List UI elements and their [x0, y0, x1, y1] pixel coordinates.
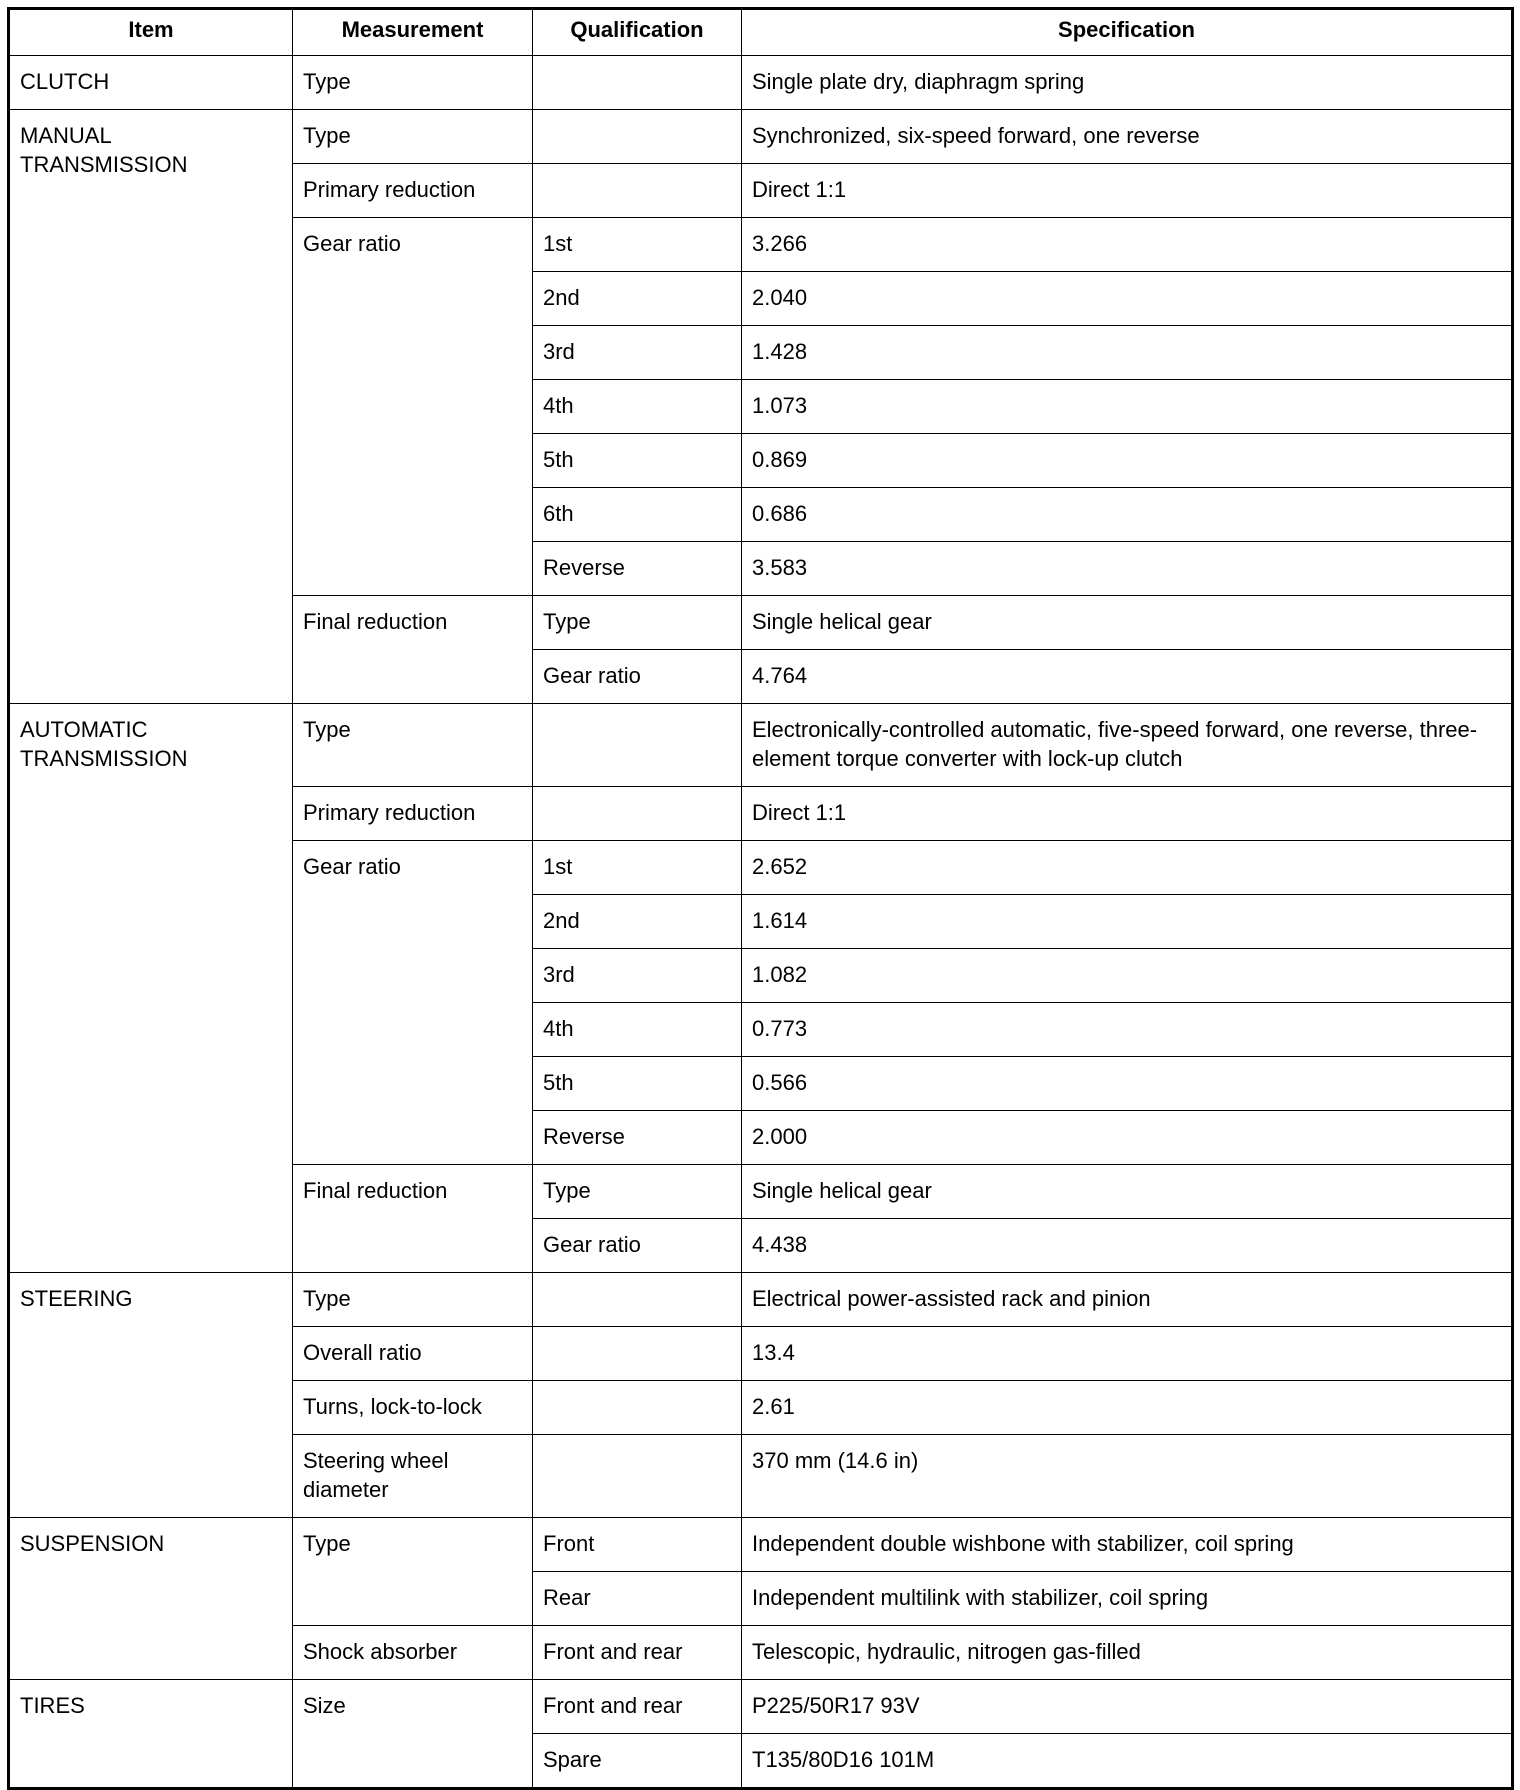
measurement-label: Final reduction	[303, 609, 448, 634]
specification-cell: 2.652	[742, 841, 1513, 895]
measurement-label: Type	[303, 123, 351, 148]
specification-cell: Direct 1:1	[742, 164, 1513, 218]
qualification-cell: Rear	[533, 1572, 742, 1626]
specification-cell: 0.686	[742, 488, 1513, 542]
specification-cell: Independent double wishbone with stabilizer, coil spring	[742, 1518, 1513, 1572]
measurement-label: Gear ratio	[303, 231, 401, 256]
specification-cell: Single helical gear	[742, 1165, 1513, 1219]
specification-cell: 2.61	[742, 1381, 1513, 1435]
table-row	[9, 1518, 1513, 1572]
measurement-cell	[293, 1165, 533, 1273]
specification-cell: 370 mm (14.6 in)	[742, 1435, 1513, 1518]
specification-cell: 0.773	[742, 1003, 1513, 1057]
qualification-cell: Front and rear	[533, 1680, 742, 1734]
table-body	[9, 56, 1513, 1789]
qualification-cell: 5th	[533, 434, 742, 488]
table-row	[9, 110, 1513, 164]
qualification-cell	[533, 1435, 742, 1518]
measurement-label: Gear ratio	[303, 854, 401, 879]
measurement-label: Type	[303, 69, 351, 94]
qualification-cell: Reverse	[533, 542, 742, 596]
specification-cell: Single helical gear	[742, 596, 1513, 650]
qualification-cell: 2nd	[533, 272, 742, 326]
qualification-cell: Spare	[533, 1734, 742, 1789]
header-specification: Specification	[742, 9, 1513, 56]
specification-cell: P225/50R17 93V	[742, 1680, 1513, 1734]
measurement-label: Type	[303, 1531, 351, 1556]
item-cell	[9, 704, 293, 1273]
measurement-cell	[293, 56, 533, 110]
qualification-cell: Type	[533, 1165, 742, 1219]
header-item: Item	[9, 9, 293, 56]
measurement-cell	[293, 1435, 533, 1518]
measurement-label: Shock absorber	[303, 1639, 458, 1664]
qualification-cell: Reverse	[533, 1111, 742, 1165]
header-qualification: Qualification	[533, 9, 742, 56]
specification-cell: 3.583	[742, 542, 1513, 596]
specification-cell: 0.869	[742, 434, 1513, 488]
qualification-cell: 3rd	[533, 949, 742, 1003]
measurement-label: Steering wheel diameter	[303, 1448, 449, 1502]
specification-cell: 0.566	[742, 1057, 1513, 1111]
measurement-label: Turns, lock-to-lock	[303, 1394, 482, 1419]
qualification-cell	[533, 787, 742, 841]
table-row	[9, 1273, 1513, 1327]
specification-cell: Electrical power-assisted rack and pinion	[742, 1273, 1513, 1327]
item-label: AUTOMATIC TRANSMISSION	[20, 717, 188, 771]
measurement-label: Type	[303, 717, 351, 742]
measurement-label: Primary reduction	[303, 177, 476, 202]
qualification-cell	[533, 164, 742, 218]
qualification-cell	[533, 1381, 742, 1435]
specification-cell: Independent multilink with stabilizer, coil spring	[742, 1572, 1513, 1626]
measurement-label: Overall ratio	[303, 1340, 422, 1365]
item-label: MANUAL TRANSMISSION	[20, 123, 188, 177]
qualification-cell: Gear ratio	[533, 1219, 742, 1273]
item-cell	[9, 56, 293, 110]
header-measurement: Measurement	[293, 9, 533, 56]
qualification-cell: Gear ratio	[533, 650, 742, 704]
header-row	[9, 9, 1513, 56]
qualification-cell: 4th	[533, 1003, 742, 1057]
measurement-cell	[293, 787, 533, 841]
measurement-cell	[293, 1273, 533, 1327]
qualification-cell: 3rd	[533, 326, 742, 380]
specification-cell: 2.040	[742, 272, 1513, 326]
specifications-table	[7, 7, 1514, 1790]
specification-cell: Synchronized, six-speed forward, one reverse	[742, 110, 1513, 164]
specification-cell: 2.000	[742, 1111, 1513, 1165]
measurement-cell	[293, 596, 533, 704]
specification-cell: 1.073	[742, 380, 1513, 434]
specification-cell: 3.266	[742, 218, 1513, 272]
item-label: STEERING	[20, 1286, 133, 1311]
qualification-cell: Front	[533, 1518, 742, 1572]
specification-cell: 4.764	[742, 650, 1513, 704]
measurement-cell	[293, 1381, 533, 1435]
item-label: CLUTCH	[20, 69, 110, 94]
qualification-cell	[533, 1327, 742, 1381]
measurement-label: Type	[303, 1286, 351, 1311]
measurement-cell	[293, 1327, 533, 1381]
item-cell	[9, 1680, 293, 1789]
specification-cell: Telescopic, hydraulic, nitrogen gas-filled	[742, 1626, 1513, 1680]
specification-cell: 1.082	[742, 949, 1513, 1003]
table-row	[9, 1680, 1513, 1734]
measurement-label: Primary reduction	[303, 800, 476, 825]
qualification-cell	[533, 1273, 742, 1327]
specification-cell: 1.614	[742, 895, 1513, 949]
qualification-cell: Front and rear	[533, 1626, 742, 1680]
item-cell	[9, 1273, 293, 1518]
specification-cell: Single plate dry, diaphragm spring	[742, 56, 1513, 110]
measurement-cell	[293, 110, 533, 164]
qualification-cell	[533, 704, 742, 787]
specification-cell: 1.428	[742, 326, 1513, 380]
specification-cell: 13.4	[742, 1327, 1513, 1381]
measurement-cell	[293, 841, 533, 1165]
measurement-cell	[293, 164, 533, 218]
qualification-cell: 1st	[533, 218, 742, 272]
qualification-cell	[533, 56, 742, 110]
specification-cell: T135/80D16 101M	[742, 1734, 1513, 1789]
qualification-cell: 1st	[533, 841, 742, 895]
specification-cell: Electronically-controlled automatic, five-speed forward, one reverse, three-element torque converter with lock-up clutch	[742, 704, 1513, 787]
specification-cell: 4.438	[742, 1219, 1513, 1273]
qualification-cell: 4th	[533, 380, 742, 434]
measurement-cell	[293, 1518, 533, 1626]
qualification-cell	[533, 110, 742, 164]
table-row	[9, 704, 1513, 787]
item-label: SUSPENSION	[20, 1531, 165, 1556]
measurement-cell	[293, 218, 533, 596]
qualification-cell: 5th	[533, 1057, 742, 1111]
table-row	[9, 56, 1513, 110]
item-cell	[9, 110, 293, 704]
measurement-label: Final reduction	[303, 1178, 448, 1203]
measurement-label: Size	[303, 1693, 346, 1718]
specification-cell: Direct 1:1	[742, 787, 1513, 841]
qualification-cell: 6th	[533, 488, 742, 542]
qualification-cell: Type	[533, 596, 742, 650]
measurement-cell	[293, 704, 533, 787]
measurement-cell	[293, 1626, 533, 1680]
item-label: TIRES	[20, 1693, 85, 1718]
qualification-cell: 2nd	[533, 895, 742, 949]
item-cell	[9, 1518, 293, 1680]
measurement-cell	[293, 1680, 533, 1789]
